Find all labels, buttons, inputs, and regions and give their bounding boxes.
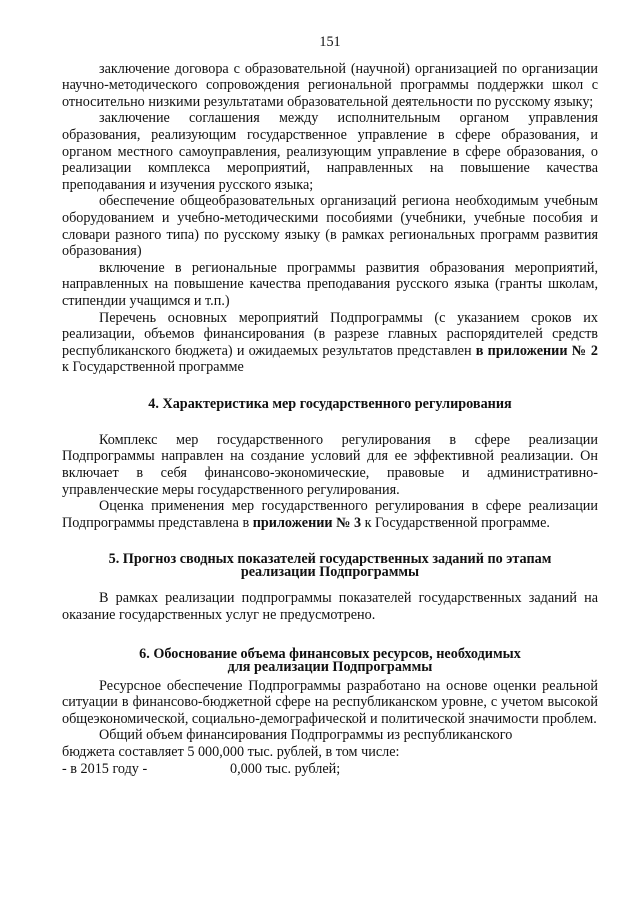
funding-year-label: - в 2015 году - [62,760,148,777]
funding-total-line-2: бюджета составляет 5 000,000 тыс. рублей, в том числе: [62,744,400,760]
measures-list-tail: к Государственной программе [62,359,244,376]
document-page [62,34,598,777]
appendix-3-reference: приложении № 3 [252,514,362,531]
section-4-heading: 4. Характеристика мер государственного регулирования [148,395,512,412]
section-4-paragraph: Комплекс мер государственного регулирования в сфере реализации Подпрограммы направлен на создание условий для ее эффективной реализации. Он включает в себя финансово-экономические, правовые и административно-управленческие меры государственного регулирования. [62,431,598,498]
measures-list-paragraph [62,310,598,376]
list-item: заключение соглашения между исполнительным органом управления образования, реализующим государственное управление в сфере образования, и органом местного самоуправления, реализующим управление в сфере образования, о реализации комплекса мероприятий, направленных на повышение качества преподавания и изучения русского языка; [62,110,598,193]
section-4-paragraph-2 [62,498,598,531]
section-6-paragraph: Ресурсное обеспечение Подпрограммы разработано на основе оценки реальной ситуации в финансово-бюджетной сфере на республиканском уровне, с учетом высокой общеэкономической, социально-демографической и политической значимости проблем. [62,677,598,727]
funding-year-line [62,761,598,778]
section-5-heading-line-1: 5. Прогноз сводных показателей государственных заданий по этапам [108,551,552,568]
section-6-heading-line-2: для реализации Подпрограммы [227,658,433,675]
section-5-heading [62,553,598,579]
section-4-p2-tail: к Государственной программе. [361,514,550,531]
section-5-heading-line-2: реализации Подпрограммы [240,564,420,581]
funding-year-value: 0,000 тыс. рублей; [230,760,341,777]
measures-list-text: Перечень основных мероприятий Подпрограммы (с указанием сроков их реализации, объемов финансирования (в разрезе главных распорядителей средств республиканского бюджета) и ожидаемых результатов представлен [62,309,598,359]
section-6-heading-line-1: 6. Обоснование объема финансовых ресурсов, необходимых [139,645,521,662]
list-item: обеспечение общеобразовательных организаций региона необходимым учебным оборудованием и учебно-методическими пособиями (учебники, учебные пособия и словари разного типа) по русскому языку (в рамках региональных программ развития образования) [62,193,598,260]
funding-total-line-1: Общий объем финансирования Подпрограммы из республиканского [99,727,513,744]
section-6-heading [62,645,598,675]
appendix-2-reference: в приложении № 2 [475,342,598,359]
list-item: заключение договора с образовательной (научной) организацией по организации научно-методического сопровождения региональной программы поддержки школ с относительно низкими результатами образовательной деятельности по русскому языку; [62,60,598,110]
section-4-p2-text: Оценка применения мер государственного регулирования в сфере реализации Подпрограммы представлена в [62,498,598,531]
page-number: 151 [319,34,341,50]
list-item: включение в региональные программы развития образования мероприятий, направленных на повышение качества преподавания русского языка (гранты школам, стипендии учащимся и т.п.) [62,259,598,309]
section-5-paragraph: В рамках реализации подпрограммы показателей государственных заданий на оказание государственных услуг не предусмотрено. [62,590,598,624]
